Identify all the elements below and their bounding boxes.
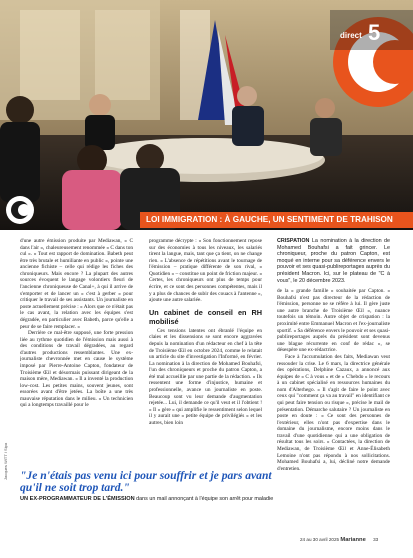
page-number: 33 [373,537,379,542]
article-column-2 [149,238,262,488]
caption-text: La nomination à la direction de Mohamed Bouhafsi a fait grincer. Le chroniqueur, proche du patron Capton, est moqué en interne pour sa déférence envers le pouvoir et ses quasi-publireportages auprès du président Macron. Ici, sur le plateau de "C à vous", le 20 décembre 2023. [277,238,390,284]
photo-caption [277,238,390,284]
article-subheading: Un cabinet de conseil en RH mobilisé [149,307,262,326]
article-paragraph: Derrière ce mal-être supposé, une forte pression liée au rythme quotidien de l'émission mais aussi à des conditions de travail dégradées, au regard d'autres productions ressemblantes. Une ex-journaliste chevronnée met en cause le système imposé par Pierre-Antoine Capton, fondateur de Troisième Œil et désormais puissant dirigeant de la maison mère, Mediawan. « Il a inventé la production low-cost. Les petites mains, souvent jeunes, sont essorées avant d'être jetées. La boîte a une très mauvaise réputation dans le milieu. » Un technicien qui a longtemps travaillé pour le [20,330,133,409]
page-footer [300,537,378,543]
article-paragraph: de la « grande famille » souhaitée par Capton. « Bouhafsi n'est pas directeur de la rédaction de l'émission, personne ne se réfère à lui. Il gère juste une autre branche de Troisième Œil », nuance toutefois un témoin. Autre objet de crispation : la proximité entre Emmanuel Macron et l'ex-journaliste sportif. « Sa déférence envers le pouvoir et ses quasi-publireportages auprès du président sont devenus une blague récurrente en conf de rédac », se désespère une ex-rédactrice. [277,288,390,354]
channel-live-label: direct [340,31,362,40]
pull-quote-context: dans un mail annonçant à l'équipe son arrêt pour maladie [136,496,274,503]
caption-title: CRISPATION [277,238,310,244]
pull-quote [20,458,282,530]
photo-credit: Jacques WITT / Sipa [3,442,8,480]
issue-date: 24 au 30 avril 2025 [300,537,340,542]
article-column-1 [20,238,133,453]
article-column-3 [277,238,390,523]
photo-headline-banner: LOI IMMIGRATION : À GAUCHE, UN SENTIMENT DE TRAHISON [140,212,413,228]
pull-quote-author: UN EX-PROGRAMMATEUR DE L'ÉMISSION [20,496,135,503]
pull-quote-attribution [20,496,282,502]
magazine-name: Marianne [340,537,366,543]
article-paragraph: Ces tensions latentes ont ébranlé l'équipe en claies et les dissensions se sont encore aggravées depuis la nomination d'un rédacteur en chef à la tête de Troisième Œil en octobre 2024, comme le relatait un article du site d'investigation l'Informé, en février. La nomination à la direction de Mohamed Bouhafsi, l'un des chroniqueurs et proche du patron Capton, a été mal accueillie par une partie de la rédaction. « Ils ressentent une forme d'injustice, humaine et professionnelle, avance un journaliste en poste. Beaucoup sont vu leur demande d'augmentation rejetée... Lui, il demande ce qu'il veut et il l'obtient ! » Il « gère » qui amplifie le ressentiment selon lequel il y aurait une « petite équipe de privilégiés » et les autres, bien loin [149,327,262,426]
article-paragraph: d'une autre émission produite par Mediawan, « C dans l'air », chaleureusement renommée « C dans ton cul ». « Tout est rapport de domination. Babeth peut être très brutale et humiliante en public », pointe une ancienne fichiste – celle qui rédige les fiches des chroniqueurs. Mais encore ? La plupart des autres sources évoquent le langage volontiers fleuri de l'ancienne chroniqueuse de Canal+, à qui il arrive de s'emporter et de lancer un « c'est à gerber » pour critiquer le travail de ses assistants. Un journaliste en poste actuellement précise : « Alors que ce n'était pas le cas avant, la relation avec les équipes s'est dégradée, en particulier avec Babeth, parce qu'elle a peur de se faire remplacer. » [20,238,133,330]
article-paragraph: Face à l'accumulation des faits, Mediawan veut ressouder la crise. Le 6 mars, la directrice générale des opérations, Delphine Cazaux, a annoncé aux équipes de « C à vous » et de « C'hebdo » le recours à un cabinet spécialisé en ressources humaines du nom d'Alterhego. « Il s'agit de faire le point avec ceux qui "comment ça va au travail" en identifiant ce qui peut faire tension ou risque », précise le mail de présentation. Démarche salutaire ? Un journaliste en poste en doute : « Ce sont des personnes de l'extérieur, elles n'ont pas d'expertise dans le domaine du journalisme, encore moins dans le travail d'une quotidienne qui a une obligation de résultat tous les soirs. » Contactées, la direction de Mediawan, de Troisième Œil et Anne-Élisabeth Lemoine n'ont pas répondu à nos sollicitations. Mohamed Bouhafsi a, lui, décliné notre demande d'entretien. [277,353,390,472]
channel-number-logo: 5 [368,20,381,45]
tv-set-photo [0,0,413,230]
pull-quote-text: "Je n'étais pas venu ici pour souffrir et je pars avant qu'il ne soit trop tard." [20,469,272,495]
article-paragraph: programme décrypte : « Son fonctionnement repose sur des économies à tous les niveaux, les salariés tirent la langue, mais, tant que ça tient, on ne change rien. » L'absence de répétitions avant le tournage de l'émission – pratique différente de son rival, « Quotidien » – constitue un point de friction majeur. « Certes, les chroniqueurs ont plus de temps pour écrire, et ce sont des personnes compétentes, mais il y a plus de chances de subir des couacs à l'antenne », ajoute une autre salariée. [149,238,262,304]
